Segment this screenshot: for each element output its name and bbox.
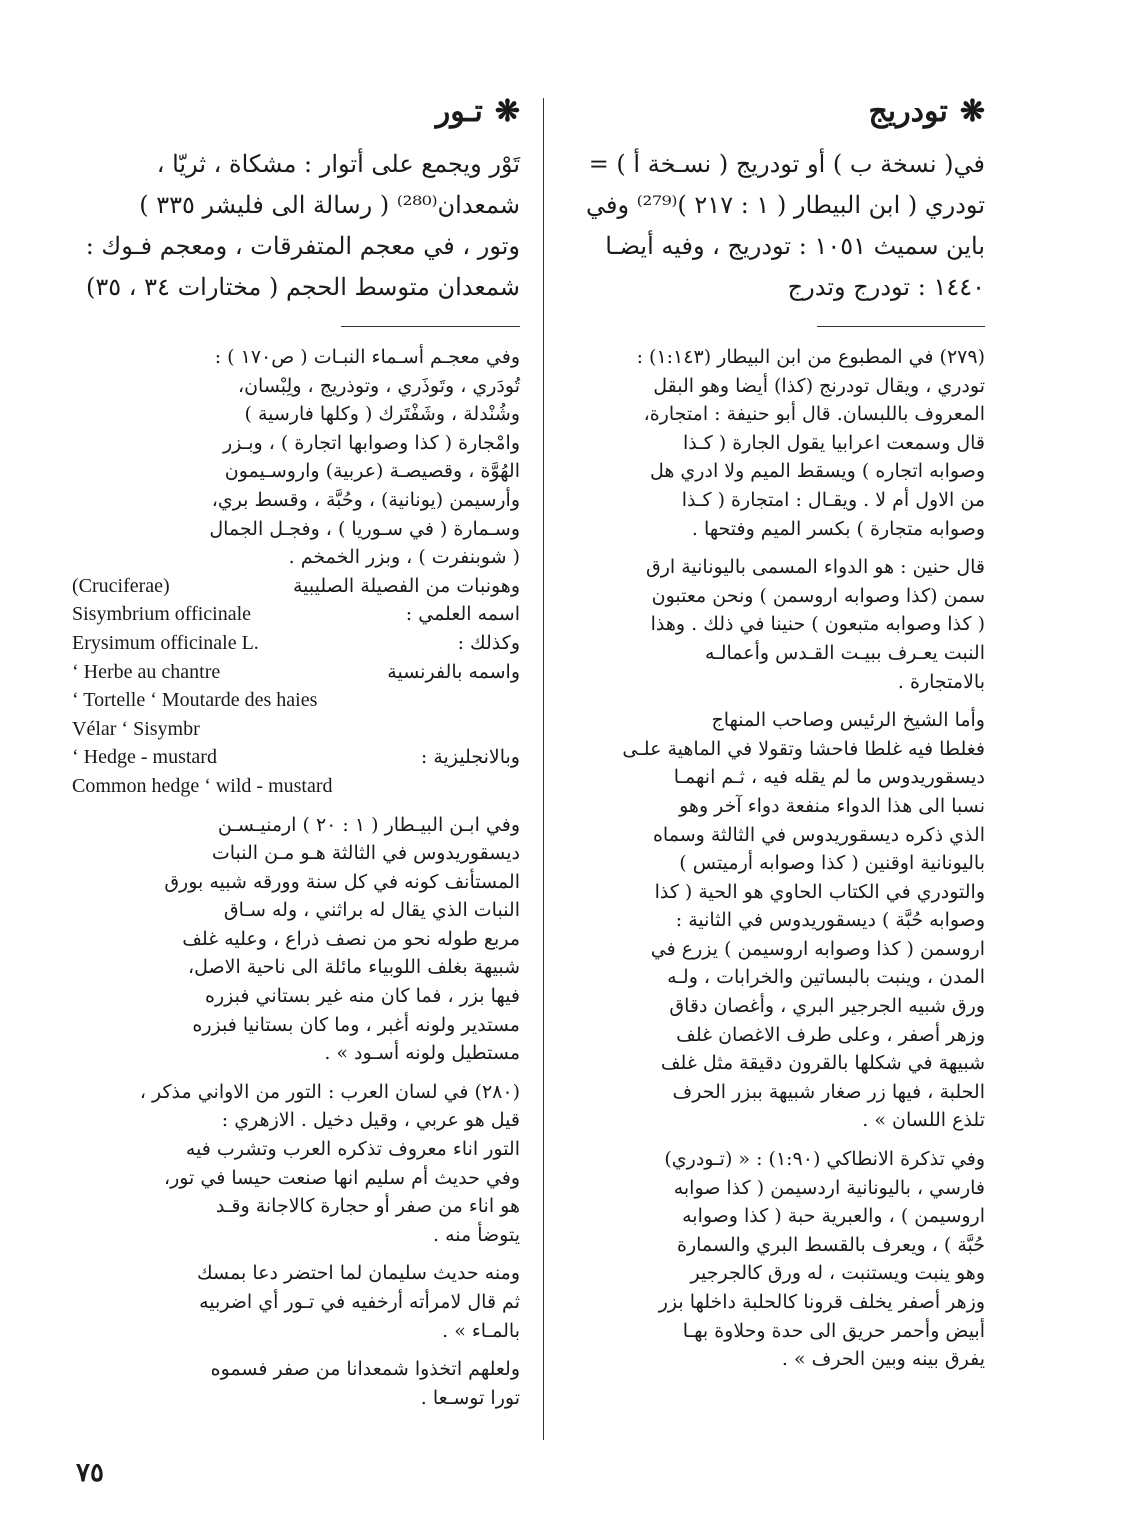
footnote-line: المعروف باللبسان. قال أبو حنيفة : امتجارة،: [643, 403, 985, 426]
footnote-line: قال وسمعت اعرابيا يقول الجارة ( كـذا: [682, 431, 985, 454]
english-name-line: [72, 743, 520, 772]
footnote-line: شبيهة في شكلها بالقرون دقيقة مثل غلف: [660, 1052, 985, 1075]
synonym-line: [72, 629, 520, 658]
footnote-line: شبيهة بغلف اللوبياء مائلة الى ناحية الاصل،: [187, 956, 520, 979]
entry-heading-tawr: [72, 90, 520, 134]
page-number: ٧٥: [76, 1458, 104, 1488]
french-name-cont: ‘ Tortelle ‘ Moutarde des haies: [72, 689, 318, 712]
entry-body: [565, 144, 985, 308]
scientific-name-line: [72, 600, 520, 629]
footnote-line: (٢٧٩) في المطبوع من ابن البيطار (١:١٤٣) :: [636, 346, 985, 368]
footnote-280: [72, 1078, 520, 1250]
footnote-line: وأما الشيخ الرئيس وصاحب المنهاج: [711, 709, 985, 732]
footnote-line: هو اناء من صفر أو حجارة كالاجانة وقـد: [215, 1195, 520, 1218]
footnote-line: المستأنف كونه في كل سنة وورقه شبيه بورق: [164, 870, 520, 893]
footnote-line: ( كذا وصوابه متبعون ) حنينا في ذلك . وهذا: [650, 613, 985, 636]
synonym-label: وكذلك :: [457, 631, 520, 654]
scientific-label: اسمه العلمي :: [405, 603, 520, 626]
body-line: باين سميث ١٠٥١ : تودريج ، وفيه أيضـا: [605, 232, 985, 260]
footnote-line: نسبا الى هذا الدواء منفعة دواء آخر وهو: [679, 794, 985, 817]
footnote-line: وشُنْدلة ، وشَفْتَرك ( وكلها فارسية ): [244, 403, 520, 426]
body-line: ١٤٤٠ : تودرج وتدرج: [787, 273, 985, 301]
footnote-line: حُبَّة ) ، ويعرف بالقسط البري والسمارة: [677, 1233, 985, 1256]
footnote-line: النبت يعـرف ببيـت القـدس وأعمالـه: [704, 641, 985, 664]
footnote-paragraph: [565, 706, 985, 1135]
footnote-line: يفرق بينه وبين الحرف » .: [781, 1348, 985, 1371]
footnote-line: ( شوبنفرت ) ، وبزر الخمخم .: [288, 546, 520, 569]
french-name-cont: Vélar ‘ Sisymbr: [72, 717, 200, 740]
asterism-icon: ❋: [494, 94, 520, 129]
footnote-line: وفي معجـم أسـماء النبـات ( ص١٧٠ ) :: [214, 346, 520, 368]
footnote-line: وصوابه اتجاره ) ويسقط الميم ولا ادري هل: [649, 460, 985, 483]
footnote-line: الذي ذكره ديسقوريدوس في الثالثة وسماه: [652, 823, 985, 846]
footnote-line: فغلطا فيه غلطا فاحشا وتقولا في الماهية علـى: [622, 737, 985, 760]
scientific-name: Sisymbrium officinale: [72, 603, 252, 626]
entry-heading-todrij: [565, 90, 985, 134]
asterism-icon: ❋: [959, 94, 985, 129]
footnote-line: وامْجارة ( كذا وصوابها اتجارة ) ، وبـزر: [222, 431, 520, 454]
footnote-line: بالمـاء » .: [442, 1319, 520, 1342]
body-line: تَوْر ويجمع على أتوار : مشكاة ، ثريّا ،: [156, 150, 520, 178]
footnote-line: فارسي ، باليونانية اردسيمن ( كذا صوابه: [673, 1176, 985, 1199]
footnote-rule: [341, 326, 520, 327]
entry-title: تودريج: [868, 94, 948, 129]
footnote-line: وصوابه حُبَّة ) ديسقوريدوس في الثانية :: [675, 909, 985, 932]
synonym-name: Erysimum officinale L.: [72, 631, 259, 654]
footnote-paragraph: [565, 1145, 985, 1374]
body-line: في( نسخة ب ) أو تودريج ( نسـخة أ ) =: [588, 150, 985, 178]
footnote-line: والتودري في الكتاب الحاوي هو الحية ( كذا: [654, 880, 985, 903]
footnote-line: مربع طوله نحو من نصف ذراع ، وعليه غلف: [182, 927, 520, 950]
footnote-line: ولعلهم اتخذوا شمعدانا من صفر فسموه: [210, 1358, 520, 1381]
footnote-line: المدن ، وينبت بالبساتين والخرابات ، ولـه: [667, 966, 985, 989]
body-line: شمعدان⁽²⁸⁰⁾ ( رسالة الى فليشر ٣٣٥ ): [139, 191, 520, 219]
footnote-line: قال حنين : هو الدواء المسمى باليونانية ارق: [645, 556, 985, 579]
entry-title: تـور: [435, 94, 483, 129]
footnote-line: أبيض وأحمر حريق الى حدة وحلاوة بهـا: [682, 1319, 985, 1342]
footnote-paragraph: [72, 343, 520, 801]
footnote-paragraph: [72, 811, 520, 1068]
footnote-line: وفي تذكرة الانطاكي (١:٩٠) : « (تـودري): [664, 1148, 985, 1171]
body-line: شمعدان متوسط الحجم ( مختارات ٣٤ ، ٣٥): [86, 273, 520, 301]
footnote-line: التور اناء معروف تذكره العرب وتشرب فيه: [185, 1138, 520, 1161]
footnote-line: بالامتجارة .: [897, 670, 985, 693]
footnote-line: ديسقوريدوس ما لم يقله فيه ، ثـم انهمـا: [673, 766, 985, 789]
footnote-line: فيها بزر ، فما كان منه غير بستاني فبزره: [205, 985, 520, 1008]
english-name-cont: Common hedge ‘ wild - mustard: [72, 774, 333, 797]
right-column: [565, 90, 985, 1384]
footnote-line: تلذع اللسان » .: [862, 1109, 985, 1132]
footnote-line: يتوضأ منه .: [433, 1223, 520, 1246]
footnote-line: ديسقوريدوس في الثالثة هـو مـن النبات: [211, 842, 520, 865]
french-label: واسمه بالفرنسية: [387, 660, 520, 683]
footnote-line: وزهر أصفر يخلف قرونا كالحلبة داخلها بزر: [658, 1291, 985, 1313]
footnote-paragraph: [72, 1259, 520, 1345]
footnote-line: مستطيل ولونه أسـود » .: [324, 1042, 520, 1065]
french-name: ‘ Herbe au chantre: [72, 660, 221, 683]
family-arabic: وهونبات من الفصيلة الصليبية: [292, 574, 520, 597]
body-line: تودري ( ابن البيطار ( ١ : ٢١٧ )⁽²⁷⁹⁾ وفي: [586, 191, 985, 219]
footnote-line: مستدير ولونه أغبر ، وما كان بستانيا فبزره: [192, 1013, 520, 1036]
footnote-line: من الاول أم لا . ويقـال : امتجارة ( كـذا: [681, 488, 985, 511]
footnote-line: الهُوَّة ، وقصيصـة (عربية) واروسـيمون: [224, 460, 520, 483]
footnote-line: اروسيمن ) ، والعبرية حبة ( كذا وصوابه: [682, 1205, 985, 1228]
footnote-line: تودري ، ويقال تودرنج (كذا) أيضا وهو البقل: [653, 374, 985, 397]
column-divider: [543, 98, 544, 1440]
footnote-line: تُودَري ، وتَوذَري ، وتوذريج ، ولِبْسان،: [237, 374, 520, 397]
family-latin: (Cruciferae): [72, 574, 170, 597]
footnote-line: وزهر أصفر ، وعلى طرف الاغصان غلف: [676, 1023, 985, 1046]
footnote-line: الحلبة ، فيها زر صغار شبيهة ببزر الحرف: [672, 1080, 985, 1103]
footnote-line: سمن (كذا وصوابه اروسمن ) ونحن معتبون: [651, 584, 985, 607]
footnote-paragraph: [565, 553, 985, 696]
footnote-line: وأرسيمن (يونانية) ، وحُبَّة ، وقسط بري،: [211, 488, 520, 511]
footnote-rule: [817, 326, 985, 327]
footnote-line: قيل هو عربي ، وقيل دخيل . الازهري :: [221, 1109, 520, 1132]
footnote-line: اروسمن ( كذا وصوابه اروسيمن ) يزرع في: [650, 937, 985, 960]
footnote-line: وسـمارة ( في سـوريا ) ، وفجـل الجمال: [209, 517, 520, 540]
footnote-line: وفي حديث أم سليم انها صنعت حيسا في تور،: [163, 1166, 520, 1189]
footnote-line: (٢٨٠) في لسان العرب : التور من الاواني مذكر ،: [139, 1080, 520, 1103]
footnote-paragraph: [72, 1355, 520, 1412]
footnote-line: ثم قال لامرأته أرخفيه في تـور أي اضربيه: [199, 1291, 520, 1313]
footnote-line: ورق شبيه الجرجير البري ، وأغصان دقاق: [669, 995, 985, 1018]
french-name-line: [72, 658, 520, 687]
footnote-279: [565, 343, 985, 543]
english-label: وبالانجليزية :: [420, 746, 520, 769]
footnote-line: النبات الذي يقال له براثني ، وله سـاق: [223, 899, 520, 922]
footnote-line: وهو ينبت ويستنبت ، له ورق كالجرجير: [690, 1262, 985, 1285]
footnote-line: وصوابه متجارة ) بكسر الميم وفتحها .: [691, 517, 985, 540]
family-line: [72, 572, 520, 601]
footnote-line: ومنه حديث سليمان لما احتضر دعا بمسك: [197, 1262, 520, 1285]
footnote-line: باليونانية اوقنين ( كذا وصوابه أرميتس ): [679, 852, 985, 875]
body-line: وتور ، في معجم المتفرقات ، ومعجم فـوك :: [85, 232, 520, 260]
footnote-line: وفي ابـن البيـطار ( ١ : ٢٠ ) ارمنيـسـن: [217, 813, 520, 836]
left-column: [72, 90, 520, 1422]
entry-body: [72, 144, 520, 308]
english-name: ‘ Hedge - mustard: [72, 746, 217, 769]
footnote-line: تورا توسـعا .: [420, 1386, 520, 1409]
